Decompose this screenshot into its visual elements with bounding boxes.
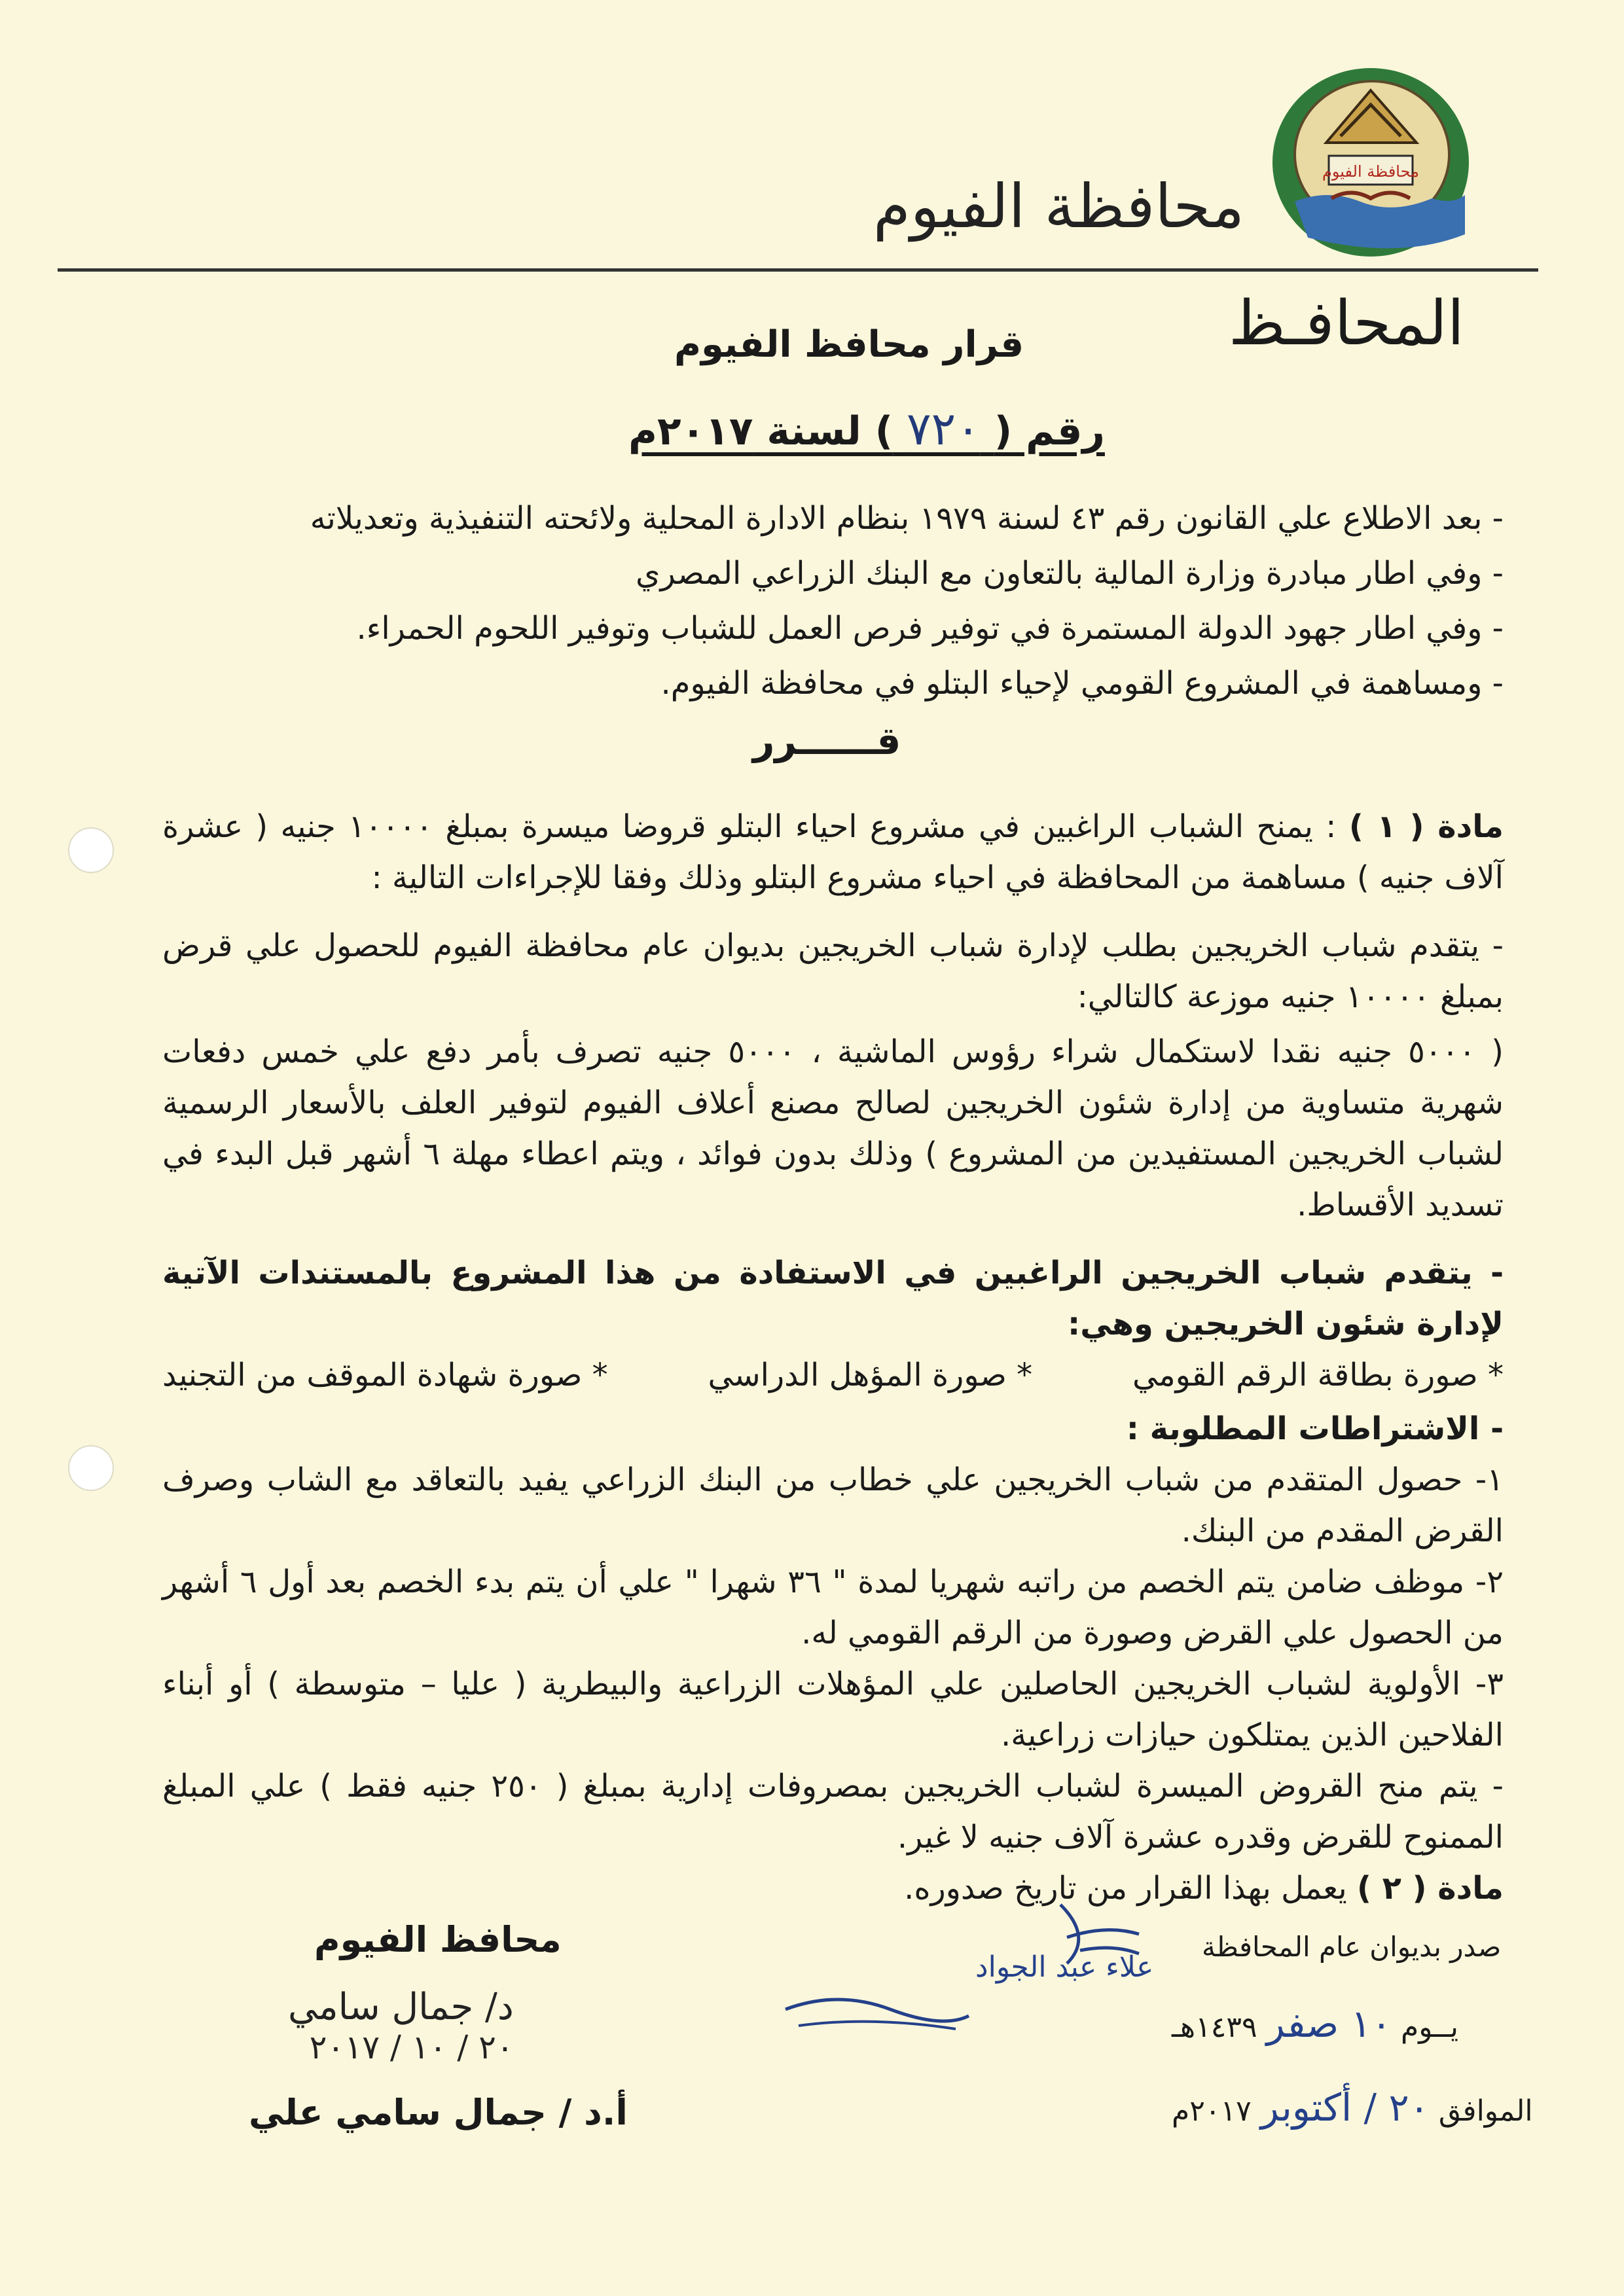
agree-handwritten: ٢٠ / أكتوبر <box>1260 2085 1430 2130</box>
signature-text: د/ جمال سامي <box>288 1986 514 2028</box>
article-2-text: يعمل بهذا القرار من تاريخ صدوره. <box>904 1870 1347 1907</box>
governor-signature <box>288 1986 514 2066</box>
preamble <box>164 491 1504 711</box>
preamble-item: - وفي اطار مبادرة وزارة المالية بالتعاون مع البنك الزراعي المصري <box>635 555 1504 592</box>
signature-date: ٢٠ / ١٠ / ٢٠١٧ <box>309 2028 514 2066</box>
governor-title: محافظ الفيوم <box>314 1919 562 1960</box>
conditions-title: - الاشتراطات المطلوبة : <box>1126 1410 1504 1447</box>
agree-label: الموافق <box>1438 2094 1533 2128</box>
hijri-year: ١٤٣٩هـ <box>1172 2011 1257 2044</box>
decision-title: قرار محافظ الفيوم <box>674 323 1024 366</box>
co-signature-text: علاء عبد الجواد <box>975 1950 1154 1984</box>
punch-hole <box>68 1445 114 1491</box>
condition-item: ٢- موظف ضامن يتم الخصم من راتبه شهريا لمدة " ٣٦ شهرا " علي أن يتم بدء الخصم بعد أول ٦ أشهر من الحصول علي القرض وصورة من الرقم القومي له. <box>162 1564 1504 1651</box>
preamble-item: - وفي اطار جهود الدولة المستمرة في توفير فرص العمل للشباب وتوفير اللحوم الحمراء. <box>356 610 1504 647</box>
distribution: ( ٥٠٠٠ جنيه نقدا لاستكمال شراء رؤوس الماشية ، ٥٠٠٠ جنيه تصرف بأمر دفع علي خمس دفعات شهرية متساوية من إدارة شئون الخريجين لصالح مصنع أعلاف الفيوم لتوفير العلف بالأسعار الرسمية لشباب الخريجين المستفيدين من المشروع ) وذلك بدون فوائد ، ويتم اعطاء مهلة ٦ أشهر قبل البدء في تسديد الأقساط. <box>162 1033 1504 1223</box>
preamble-item: - بعد الاطلاع علي القانون رقم ٤٣ لسنة ١٩٧٩ بنظام الادارة المحلية ولائحته التنفيذية وتعديلاته <box>310 500 1504 537</box>
documents-intro: - يتقدم شباب الخريجين الراغبين في الاستفادة من هذا المشروع بالمستندات الآتية لإدارة شئون الخريجين وهي: <box>162 1255 1504 1342</box>
issued-at: صدر بديوان عام المحافظة <box>1202 1931 1502 1963</box>
governor-name: أ.د / جمال سامي علي <box>249 2092 628 2133</box>
logo-text: محافظة الفيوم <box>1322 162 1419 181</box>
document-item: * صورة بطاقة الرقم القومي <box>1132 1357 1504 1393</box>
day-handwritten: ١٠ صفر <box>1266 2001 1392 2046</box>
preamble-item: - ومساهمة في المشروع القومي لإحياء البتلو في محافظة الفيوم. <box>660 665 1504 702</box>
header-divider <box>58 268 1538 272</box>
article-1-text: : يمنح الشباب الراغبين في مشروع احياء البتلو قروضا ميسرة بمبلغ ١٠٠٠٠ جنيه ( عشرة آلاف جنيه ) مساهمة من المحافظة في احياء مشروع البتلو وذلك وفقا للإجراءات التالية : <box>162 808 1504 896</box>
document-item: * صورة المؤهل الدراسي <box>708 1357 1033 1393</box>
fees: - يتم منح القروض الميسرة لشباب الخريجين بمصروفات إدارية بمبلغ ( ٢٥٠ جنيه فقط ) علي المبلغ الممنوح للقرض وقدره عشرة آلاف جنيه لا غير. <box>162 1768 1504 1856</box>
gregorian-year: ٢٠١٧م <box>1172 2094 1252 2128</box>
article-2-label: مادة ( ٢ ) <box>1356 1870 1504 1907</box>
document-item: * صورة شهادة الموقف من التجنيد <box>162 1357 608 1393</box>
governorate-title: محافظة الفيوم <box>873 171 1244 242</box>
article-1-label: مادة ( ١ ) <box>1348 808 1504 845</box>
gregorian-date <box>1172 2085 1533 2130</box>
hijri-date <box>1172 2001 1458 2046</box>
condition-item: ٣- الأولوية لشباب الخريجين الحاصلين علي المؤهلات الزراعية والبيطرية ( عليا – متوسطة ) أو أبناء الفلاحين الذين يمتلكون حيازات زراعية. <box>162 1666 1504 1753</box>
procedure: - يتقدم شباب الخريجين بطلب لإدارة شباب الخريجين بديوان عام محافظة الفيوم للحصول علي قرض بمبلغ ١٠٠٠٠ جنيه موزعة كالتالي: <box>162 927 1504 1015</box>
number-prefix: رقم ( <box>994 408 1105 454</box>
handwritten-number: ٧٢٠ <box>907 402 981 456</box>
decided-heading: قــــــرر <box>753 719 901 763</box>
article-1 <box>162 801 1504 903</box>
condition-item: ١- حصول المتقدم من شباب الخريجين علي خطاب من البنك الزراعي يفيد بالتعاقد مع الشاب وصرف القرض المقدم من البنك. <box>162 1462 1504 1549</box>
punch-hole <box>68 827 114 873</box>
initial-signature <box>1047 1898 1146 1977</box>
office-title: المحافـظ <box>1228 288 1464 359</box>
number-suffix: ) لسنة ٢٠١٧م <box>628 408 893 454</box>
decree-body <box>162 801 1504 1931</box>
co-signature <box>759 1937 1154 2042</box>
day-label: يــوم <box>1400 2011 1458 2044</box>
decision-number <box>628 402 1105 456</box>
documents-list <box>162 1350 1504 1401</box>
governorate-logo <box>1269 64 1473 260</box>
article-2 <box>162 1863 1504 1914</box>
